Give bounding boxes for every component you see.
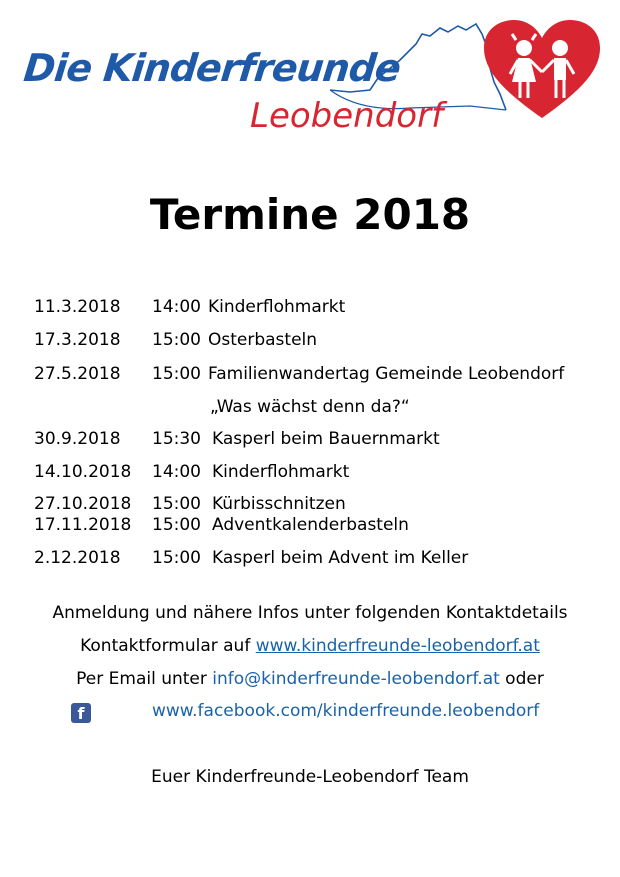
heart-logo-icon bbox=[482, 18, 602, 123]
event-date: 17.3.2018 bbox=[34, 330, 121, 350]
facebook-link[interactable]: www.facebook.com/kinderfreunde.leobendorf bbox=[152, 701, 540, 721]
event-date: 2.12.2018 bbox=[34, 548, 121, 568]
page-title: Termine 2018 bbox=[149, 190, 471, 239]
event-date: 27.5.2018 bbox=[34, 364, 121, 384]
event-time: 14:00 bbox=[152, 297, 201, 317]
event-row bbox=[0, 515, 620, 539]
event-time: 15:00 bbox=[152, 515, 201, 535]
header bbox=[0, 0, 620, 150]
event-subtitle: „Was wächst denn da?“ bbox=[210, 397, 410, 417]
contact-intro: Anmeldung und nähere Infos unter folgenden Kontaktdetails bbox=[52, 603, 568, 623]
event-row bbox=[0, 548, 620, 572]
event-row bbox=[0, 429, 620, 453]
event-date: 14.10.2018 bbox=[34, 462, 132, 482]
event-row bbox=[0, 330, 620, 354]
contact-email-suffix: oder bbox=[499, 669, 544, 689]
signature: Euer Kinderfreunde-Leobendorf Team bbox=[151, 767, 469, 787]
contact-email-line bbox=[0, 669, 620, 689]
event-row bbox=[0, 494, 620, 518]
event-time: 15:00 bbox=[152, 364, 201, 384]
event-date: 27.10.2018 bbox=[34, 494, 132, 514]
event-title: Osterbasteln bbox=[208, 330, 318, 350]
event-date: 17.11.2018 bbox=[34, 515, 132, 535]
contact-form-line bbox=[0, 636, 620, 656]
contact-email-label: Per Email unter bbox=[76, 669, 213, 689]
event-row bbox=[0, 364, 620, 388]
event-row bbox=[0, 297, 620, 321]
event-time: 15:00 bbox=[152, 494, 201, 514]
brand-logo-text: Die Kinderfreunde bbox=[21, 46, 403, 90]
event-title: Kasperl beim Advent im Keller bbox=[212, 548, 469, 568]
event-title: Kinderflohmarkt bbox=[208, 297, 346, 317]
event-title: Kasperl beim Bauernmarkt bbox=[212, 429, 440, 449]
contact-form-label: Kontaktformular auf bbox=[80, 636, 256, 656]
event-time: 14:00 bbox=[152, 462, 201, 482]
event-time: 15:30 bbox=[152, 429, 201, 449]
event-date: 11.3.2018 bbox=[34, 297, 121, 317]
event-row bbox=[0, 462, 620, 486]
event-time: 15:00 bbox=[152, 548, 201, 568]
event-date: 30.9.2018 bbox=[34, 429, 121, 449]
event-title: Kinderflohmarkt bbox=[212, 462, 350, 482]
event-time: 15:00 bbox=[152, 330, 201, 350]
email-link[interactable]: info@kinderfreunde-leobendorf.at bbox=[212, 669, 500, 689]
event-title: Kürbisschnitzen bbox=[212, 494, 346, 514]
brand-location-text: Leobendorf bbox=[250, 96, 444, 136]
website-link[interactable]: www.kinderfreunde-leobendorf.at bbox=[255, 636, 540, 656]
event-title: Adventkalenderbasteln bbox=[212, 515, 409, 535]
event-title: Familienwandertag Gemeinde Leobendorf bbox=[208, 364, 565, 384]
facebook-icon[interactable]: f bbox=[71, 703, 91, 723]
